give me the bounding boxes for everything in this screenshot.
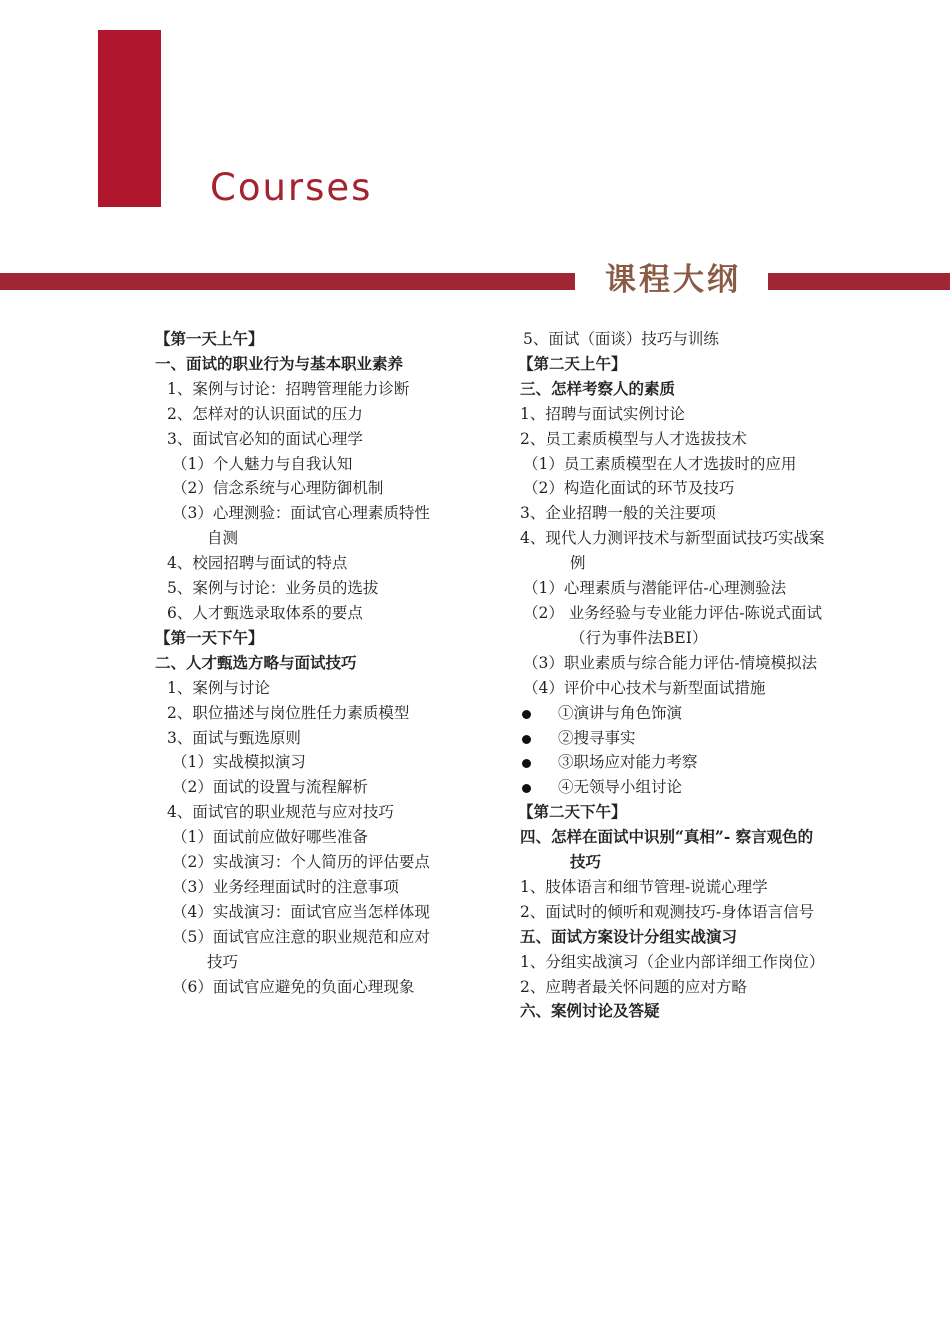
syllabus-line (155, 327, 515, 352)
syllabus-line (155, 476, 515, 501)
syllabus-line (155, 750, 515, 775)
syllabus-line-text: 四、怎样在面试中识别“真相”- 察言观色的 (520, 827, 814, 847)
syllabus-line-text: 1、案例与讨论：招聘管理能力诊断 (167, 379, 410, 398)
syllabus-line (518, 775, 878, 800)
syllabus-line (155, 452, 515, 477)
syllabus-line (518, 676, 878, 701)
syllabus-line-text: （1）面试前应做好哪些准备 (172, 828, 368, 847)
brand-red-block (98, 30, 161, 207)
syllabus-line (155, 427, 515, 452)
bullet-dot-icon (522, 710, 531, 719)
syllabus-line (155, 875, 515, 900)
syllabus-left-column (155, 327, 515, 999)
syllabus-line-text: 3、面试官必知的面试心理学 (167, 429, 363, 448)
syllabus-line-text: 【第二天上午】 (518, 353, 627, 373)
syllabus-line (155, 825, 515, 850)
syllabus-line-text: ②搜寻事实 (558, 728, 636, 747)
syllabus-line (518, 850, 878, 875)
syllabus-line (155, 501, 515, 526)
syllabus-line (518, 750, 878, 775)
syllabus-line-text: 2、职位描述与岗位胜任力素质模型 (167, 703, 410, 722)
syllabus-line-text: 4、现代人力测评技术与新型面试技巧实战案 (520, 529, 825, 548)
syllabus-line-text: ③职场应对能力考察 (558, 753, 698, 772)
syllabus-line-text: 2、应聘者最关怀问题的应对方略 (520, 977, 747, 996)
syllabus-line-text: （5）面试官应注意的职业规范和应对 (172, 927, 430, 946)
syllabus-line-text: 1、案例与讨论 (167, 678, 270, 697)
syllabus-line-text: （1）实战模拟演习 (172, 753, 306, 772)
syllabus-line (155, 601, 515, 626)
syllabus-line-text: （4）实战演习：面试官应当怎样体现 (172, 902, 430, 921)
syllabus-line (155, 526, 515, 551)
syllabus-line-text: （1）个人魅力与自我认知 (172, 454, 353, 473)
syllabus-line (518, 377, 878, 402)
syllabus-line-text: 3、企业招聘一般的关注要项 (520, 504, 716, 523)
syllabus-line (155, 950, 515, 975)
syllabus-line (518, 950, 878, 975)
syllabus-line (518, 800, 878, 825)
syllabus-line-text: 例 (570, 554, 586, 573)
syllabus-line-text: 技巧 (207, 952, 239, 971)
syllabus-heading: 课程大纲 (605, 262, 741, 298)
syllabus-line (518, 452, 878, 477)
syllabus-line (155, 576, 515, 601)
syllabus-line-text: （行为事件法BEI） (570, 628, 708, 647)
syllabus-line (155, 701, 515, 726)
syllabus-line (155, 651, 515, 676)
syllabus-line (155, 676, 515, 701)
syllabus-line (518, 900, 878, 925)
syllabus-line-text: （2）实战演习：个人简历的评估要点 (172, 853, 430, 872)
syllabus-line (155, 402, 515, 427)
syllabus-line-text: 2、员工素质模型与人才选拔技术 (520, 429, 747, 448)
syllabus-line-text: （2）信念系统与心理防御机制 (172, 479, 384, 498)
syllabus-line-text: 三、怎样考察人的素质 (520, 378, 676, 398)
syllabus-line (155, 377, 515, 402)
syllabus-line (518, 999, 878, 1024)
syllabus-line-text: 自测 (207, 529, 239, 548)
syllabus-right-column (518, 327, 878, 1024)
syllabus-line (518, 402, 878, 427)
syllabus-line (518, 701, 878, 726)
syllabus-line-text: 1、肢体语言和细节管理-说谎心理学 (520, 877, 768, 896)
syllabus-line-text: 五、面试方案设计分组实战演习 (520, 926, 738, 946)
syllabus-line (518, 501, 878, 526)
syllabus-line (518, 526, 878, 551)
syllabus-line (155, 925, 515, 950)
syllabus-line-text: （3）业务经理面试时的注意事项 (172, 877, 399, 896)
syllabus-line-text: 6、人才甄选录取体系的要点 (167, 603, 363, 622)
syllabus-line-text: 一、面试的职业行为与基本职业素养 (155, 353, 404, 373)
syllabus-line (155, 551, 515, 576)
syllabus-line-text: （6）面试官应避免的负面心理现象 (172, 977, 415, 996)
syllabus-line-text: 【第二天下午】 (518, 802, 627, 822)
syllabus-line-text: 5、面试（面谈）技巧与训练 (523, 330, 719, 348)
syllabus-line-text: 4、校园招聘与面试的特点 (167, 554, 348, 573)
syllabus-line (518, 825, 878, 850)
syllabus-line-text: （2） 业务经验与专业能力评估-陈说式面试 (523, 603, 823, 622)
syllabus-line (155, 975, 515, 1000)
bullet-dot-icon (522, 759, 531, 768)
syllabus-line-text: （4）评价中心技术与新型面试措施 (523, 678, 766, 697)
syllabus-line (155, 800, 515, 825)
syllabus-line (518, 601, 878, 626)
syllabus-line-text: ④无领导小组讨论 (558, 778, 683, 797)
syllabus-line-text: 六、案例讨论及答疑 (520, 1001, 660, 1021)
syllabus-line-text: 2、面试时的倾听和观测技巧-身体语言信号 (520, 902, 815, 921)
syllabus-line (518, 925, 878, 950)
syllabus-line-text: （3）职业素质与综合能力评估-情境模拟法 (523, 653, 818, 672)
syllabus-line (155, 850, 515, 875)
syllabus-line (518, 327, 878, 352)
syllabus-line-text: ①演讲与角色饰演 (558, 703, 683, 722)
syllabus-line-text: 5、案例与讨论：业务员的选拔 (167, 579, 379, 598)
syllabus-line (155, 900, 515, 925)
courses-heading: Courses (210, 166, 373, 209)
syllabus-line-text: 【第一天上午】 (155, 329, 264, 348)
syllabus-line (155, 726, 515, 751)
bullet-dot-icon (522, 735, 531, 744)
syllabus-line-text: （1）心理素质与潜能评估-心理测验法 (523, 579, 787, 598)
syllabus-line (518, 651, 878, 676)
syllabus-line (518, 476, 878, 501)
syllabus-line-text: 4、面试官的职业规范与应对技巧 (167, 803, 394, 822)
syllabus-line-text: （1）员工素质模型在人才选拔时的应用 (523, 454, 797, 473)
header-band-left (0, 273, 575, 290)
syllabus-line-text: （3）心理测验：面试官心理素质特性 (172, 504, 430, 523)
syllabus-line-text: 2、怎样对的认识面试的压力 (167, 404, 363, 423)
syllabus-line (155, 626, 515, 651)
syllabus-line-text: 【第一天下午】 (155, 627, 264, 647)
syllabus-line-text: （2）面试的设置与流程解析 (172, 778, 368, 797)
syllabus-line (518, 551, 878, 576)
syllabus-line (518, 875, 878, 900)
syllabus-line (518, 427, 878, 452)
syllabus-line (518, 626, 878, 651)
syllabus-line (155, 352, 515, 377)
syllabus-line (518, 726, 878, 751)
syllabus-line-text: 1、招聘与面试实例讨论 (520, 404, 685, 423)
bullet-dot-icon (522, 784, 531, 793)
header-band-right (768, 273, 950, 290)
syllabus-line-text: （2）构造化面试的环节及技巧 (523, 479, 735, 498)
syllabus-line (518, 975, 878, 1000)
syllabus-line-text: 技巧 (570, 852, 602, 872)
syllabus-line (518, 576, 878, 601)
syllabus-line-text: 1、分组实战演习（企业内部详细工作岗位） (520, 952, 825, 971)
syllabus-line-text: 3、面试与甄选原则 (167, 728, 301, 747)
syllabus-line-text: 二、人才甄选方略与面试技巧 (155, 652, 357, 672)
syllabus-line (155, 775, 515, 800)
syllabus-line (518, 352, 878, 377)
